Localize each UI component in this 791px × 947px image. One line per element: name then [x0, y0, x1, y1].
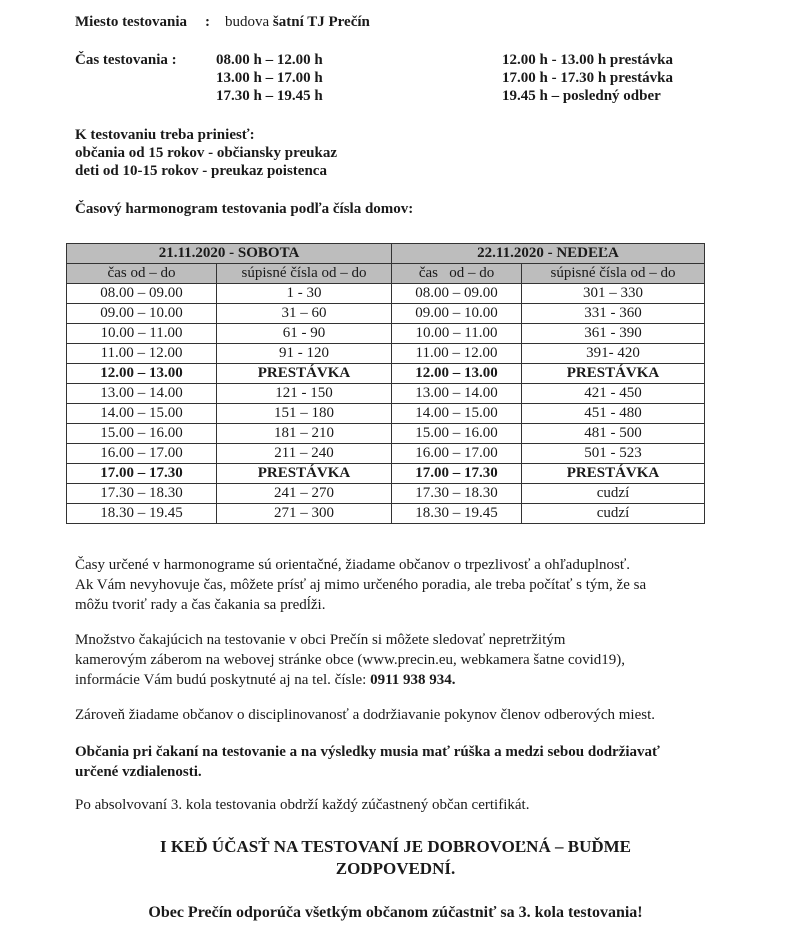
location-label: Miesto testovania: [75, 14, 188, 30]
cell-numbers-day1: 61 - 90: [217, 324, 392, 344]
table-row: [67, 304, 705, 324]
paragraph-line: [75, 670, 625, 690]
table-row: [67, 464, 705, 484]
table-row: [67, 384, 705, 404]
paragraph-line: Občania pri čakaní na testovanie a na výsledky musia mať rúška a medzi sebou dodržiavať: [75, 744, 660, 760]
paragraph-line: určené vzdialenosti.: [75, 764, 202, 780]
paragraph-line: kamerovým záberom na webovej stránke obce (www.precin.eu, webkamera šatne covid19),: [75, 652, 626, 668]
cell-time-day2: 13.00 – 14.00: [392, 384, 522, 404]
phone-number: 0911 938 934.: [370, 672, 456, 688]
cell-time-day1: 08.00 – 09.00: [67, 284, 217, 304]
cell-time-day1: 17.30 – 18.30: [67, 484, 217, 504]
col-time-2: čas od – do: [392, 264, 522, 284]
day2-header: 22.11.2020 - NEDEĽA: [392, 244, 705, 264]
cell-numbers-day2: 391- 420: [522, 344, 705, 364]
cell-numbers-day2: PRESTÁVKA: [522, 364, 705, 384]
cell-numbers-day1: 121 - 150: [217, 384, 392, 404]
cell-numbers-day2: 301 – 330: [522, 284, 705, 304]
cell-time-day1: 12.00 – 13.00: [67, 364, 217, 384]
table-row: [67, 504, 705, 524]
cell-numbers-day2: 481 - 500: [522, 424, 705, 444]
cell-time-day2: 12.00 – 13.00: [392, 364, 522, 384]
cell-time-day2: 16.00 – 17.00: [392, 444, 522, 464]
day1-header: 21.11.2020 - SOBOTA: [67, 244, 392, 264]
paragraph-discipline: Zároveň žiadame občanov o disciplinovanosť a dodržiavanie pokynov členov odberových miest.: [75, 707, 655, 723]
cell-time-day1: 16.00 – 17.00: [67, 444, 217, 464]
slogan: [0, 836, 791, 880]
paragraph-masks: [75, 742, 660, 782]
schedule-title: Časový harmonogram testovania podľa čísla domov:: [75, 201, 414, 217]
cell-numbers-day2: 501 - 523: [522, 444, 705, 464]
cell-time-day2: 08.00 – 09.00: [392, 284, 522, 304]
cell-time-day2: 14.00 – 15.00: [392, 404, 522, 424]
time-break-3: 19.45 h – posledný odber: [502, 88, 661, 104]
paragraph-line: Množstvo čakajúcich na testovanie v obci Prečín si môžete sledovať nepretržitým: [75, 632, 566, 648]
cell-numbers-day1: PRESTÁVKA: [217, 464, 392, 484]
cell-numbers-day1: 31 – 60: [217, 304, 392, 324]
table-row: [67, 344, 705, 364]
paragraph-line: Ak Vám nevyhovuje čas, môžete prísť aj mimo určeného poradia, ale treba počítať s tým, že sa: [75, 577, 647, 593]
cell-time-day2: 15.00 – 16.00: [392, 424, 522, 444]
cell-numbers-day1: PRESTÁVKA: [217, 364, 392, 384]
phone-label: informácie Vám budú poskytnuté aj na tel. čísle:: [75, 672, 371, 688]
paragraph-line: môžu tvoriť rady a čas čakania sa predĺži.: [75, 597, 326, 613]
cell-numbers-day1: 91 - 120: [217, 344, 392, 364]
final-recommendation: Obec Prečín odporúča všetkým občanom zúčastniť sa 3. kola testovania!: [148, 904, 643, 921]
cell-numbers-day1: 271 – 300: [217, 504, 392, 524]
schedule-table: [66, 243, 705, 524]
location-value-name: šatní TJ Prečín: [272, 14, 370, 30]
table-row: [67, 484, 705, 504]
cell-time-day2: 18.30 – 19.45: [392, 504, 522, 524]
cell-time-day1: 11.00 – 12.00: [67, 344, 217, 364]
time-label: Čas testovania :: [75, 52, 177, 68]
time-break-2: 17.00 h - 17.30 h prestávka: [502, 70, 673, 86]
cell-numbers-day2: 451 - 480: [522, 404, 705, 424]
table-day-header-row: [67, 244, 705, 264]
cell-numbers-day1: 151 – 180: [217, 404, 392, 424]
cell-numbers-day1: 241 – 270: [217, 484, 392, 504]
table-row: [67, 364, 705, 384]
slogan-line-2: ZODPOVEDNÍ.: [335, 859, 456, 878]
cell-time-day2: 17.00 – 17.30: [392, 464, 522, 484]
time-slot-3: 17.30 h – 19.45 h: [216, 88, 323, 104]
time-break-1: 12.00 h - 13.00 h prestávka: [502, 52, 673, 68]
paragraph-certificate: Po absolvovaní 3. kola testovania obdrží každý zúčastnený občan certifikát.: [75, 797, 530, 813]
cell-numbers-day1: 211 – 240: [217, 444, 392, 464]
bring-line-children: deti od 10-15 rokov - preukaz poistenca: [75, 163, 327, 179]
paragraph-line: Časy určené v harmonograme sú orientačné, žiadame občanov o trpezlivosť a ohľaduplnosť.: [75, 557, 630, 573]
cell-time-day1: 09.00 – 10.00: [67, 304, 217, 324]
location-value: [225, 13, 370, 31]
cell-time-day1: 14.00 – 15.00: [67, 404, 217, 424]
cell-numbers-day1: 1 - 30: [217, 284, 392, 304]
time-slot-2: 13.00 h – 17.00 h: [216, 70, 323, 86]
time-slot-1: 08.00 h – 12.00 h: [216, 52, 323, 68]
cell-time-day2: 09.00 – 10.00: [392, 304, 522, 324]
cell-numbers-day2: cudzí: [522, 504, 705, 524]
paragraph-orientation: [75, 555, 646, 615]
cell-time-day2: 10.00 – 11.00: [392, 324, 522, 344]
cell-time-day2: 17.30 – 18.30: [392, 484, 522, 504]
table-subheader-row: [67, 264, 705, 284]
cell-time-day2: 11.00 – 12.00: [392, 344, 522, 364]
table-row: [67, 444, 705, 464]
cell-time-day1: 15.00 – 16.00: [67, 424, 217, 444]
cell-numbers-day2: cudzí: [522, 484, 705, 504]
cell-time-day1: 17.00 – 17.30: [67, 464, 217, 484]
cell-time-day1: 10.00 – 11.00: [67, 324, 217, 344]
table-row: [67, 404, 705, 424]
col-numbers-2: súpisné čísla od – do: [522, 264, 705, 284]
table-row: [67, 324, 705, 344]
location-separator: :: [205, 14, 210, 30]
location-value-prefix: budova: [225, 14, 273, 30]
cell-time-day1: 18.30 – 19.45: [67, 504, 217, 524]
table-row: [67, 284, 705, 304]
col-time-1: čas od – do: [67, 264, 217, 284]
bring-line-adults: občania od 15 rokov - občiansky preukaz: [75, 145, 337, 161]
cell-numbers-day2: 331 - 360: [522, 304, 705, 324]
cell-numbers-day2: 361 - 390: [522, 324, 705, 344]
table-row: [67, 424, 705, 444]
cell-numbers-day2: PRESTÁVKA: [522, 464, 705, 484]
cell-time-day1: 13.00 – 14.00: [67, 384, 217, 404]
slogan-line-1: I KEĎ ÚČASŤ NA TESTOVANÍ JE DOBROVOĽNÁ – BUĎME: [159, 837, 632, 856]
col-numbers-1: súpisné čísla od – do: [217, 264, 392, 284]
paragraph-camera: [75, 630, 625, 690]
cell-numbers-day2: 421 - 450: [522, 384, 705, 404]
cell-numbers-day1: 181 – 210: [217, 424, 392, 444]
bring-title: K testovaniu treba priniesť:: [75, 127, 255, 143]
